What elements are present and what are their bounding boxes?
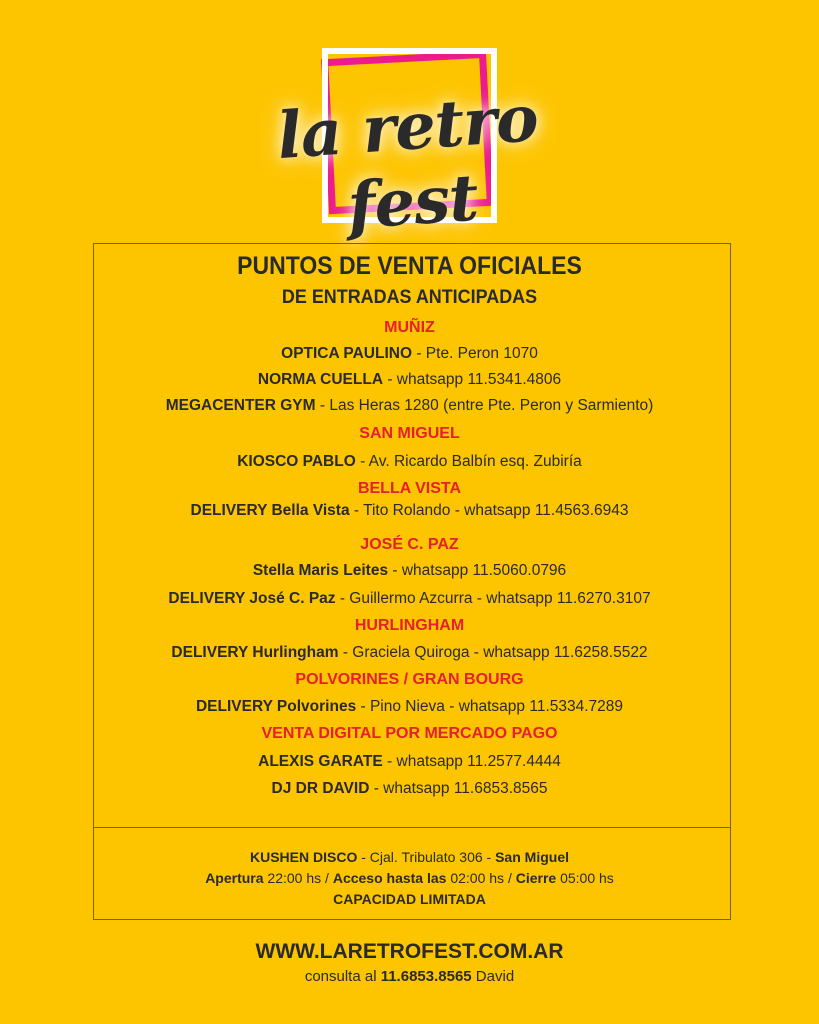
section-heading-polvorines: POLVORINES / GRAN BOURG <box>295 671 524 688</box>
sales-point-entry: NORMA CUELLA - whatsapp 11.5341.4806 <box>257 371 562 388</box>
section-heading-san-miguel: SAN MIGUEL <box>359 425 460 442</box>
section-heading-muniz: MUÑIZ <box>384 319 435 336</box>
section-heading-hurlingham: HURLINGHAM <box>354 617 465 634</box>
logo-wordmark: la retro fest <box>274 81 540 245</box>
section-heading-jose-c-paz: JOSÉ C. PAZ <box>360 536 459 553</box>
la-retro-fest-logo <box>230 35 590 245</box>
sales-point-entry: OPTICA PAULINO - Pte. Peron 1070 <box>281 345 538 362</box>
sales-point-entry: ALEXIS GARATE - whatsapp 11.2577.4444 <box>258 753 561 770</box>
venue-hours: Apertura 22:00 hs / Acceso hasta las 02:00 hs / Cierre 05:00 hs <box>205 870 614 886</box>
sales-point-entry: MEGACENTER GYM - Las Heras 1280 (entre Pte. Peron y Sarmiento) <box>165 397 654 414</box>
page-title: PUNTOS DE VENTA OFICIALES <box>237 252 582 280</box>
sales-point-entry: DELIVERY Bella Vista - Tito Rolando - whatsapp 11.4563.6943 <box>190 502 629 519</box>
sales-point-entry: Stella Maris Leites - whatsapp 11.5060.0796 <box>252 562 567 579</box>
sales-point-entry: DELIVERY José C. Paz - Guillermo Azcurra - whatsapp 11.6270.3107 <box>168 590 651 607</box>
sales-point-entry: KIOSCO PABLO - Av. Ricardo Balbín esq. Zubiría <box>237 453 582 470</box>
sales-point-entry: DELIVERY Hurlingham - Graciela Quiroga - whatsapp 11.6258.5522 <box>171 644 648 661</box>
section-heading-venta-digital: VENTA DIGITAL POR MERCADO PAGO <box>261 725 558 742</box>
website-link[interactable]: WWW.LARETROFEST.COM.AR <box>255 940 564 963</box>
contact-line: consulta al 11.6853.8565 David <box>304 968 515 985</box>
sales-point-entry: DJ DR DAVID - whatsapp 11.6853.8565 <box>271 780 548 797</box>
sales-point-entry: DELIVERY Polvorines - Pino Nieva - whatsapp 11.5334.7289 <box>195 698 624 715</box>
venue-address: KUSHEN DISCO - Cjal. Tribulato 306 - San Miguel <box>250 849 569 865</box>
page-subtitle: DE ENTRADAS ANTICIPADAS <box>281 286 538 308</box>
section-heading-bella-vista: BELLA VISTA <box>357 480 462 497</box>
venue-capacity: CAPACIDAD LIMITADA <box>333 891 486 907</box>
